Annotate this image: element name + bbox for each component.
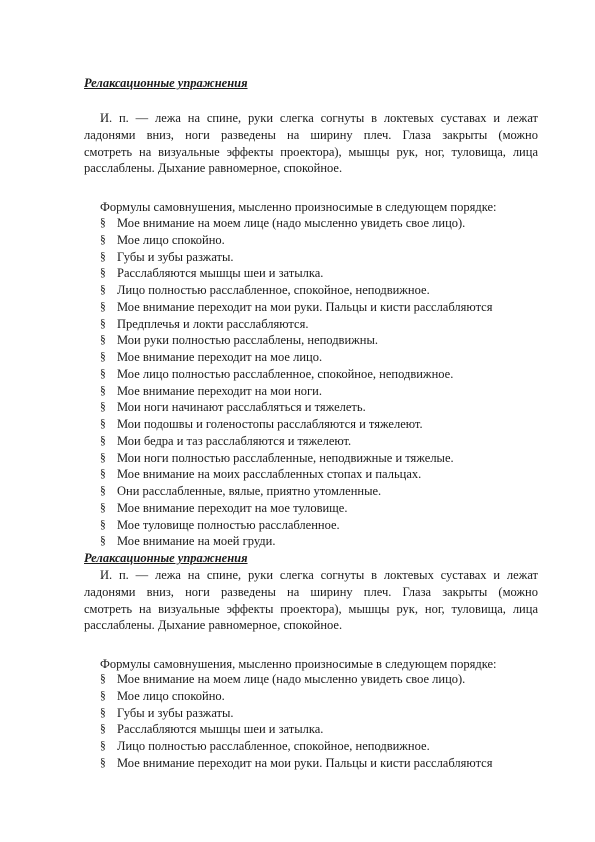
paragraph-line: смотреть на визуальные эффекты проектора), мышцы рук, ног, туловища, лица bbox=[84, 601, 538, 616]
formulas-intro: Формулы самовнушения, мысленно произносимые в следующем порядке: bbox=[100, 657, 497, 671]
list-item bbox=[100, 215, 492, 232]
list-item bbox=[100, 249, 492, 266]
formulas-list bbox=[100, 671, 492, 772]
paragraph-line: И. п. — лежа на спине, руки слегка согнуты в локтевых суставах и лежат bbox=[100, 111, 538, 125]
bullet-marker: § bbox=[100, 284, 106, 296]
list-item bbox=[100, 399, 492, 416]
bullet-marker: § bbox=[100, 485, 106, 497]
list-item-text: Мое внимание переходит на мое туловище. bbox=[117, 500, 348, 515]
list-item-text: Мое внимание переходит на мои руки. Пальцы и кисти расслабляются bbox=[117, 755, 493, 770]
paragraph-line: ладонями вниз, ноги разведены на ширину плеч. Глаза закрыты (можно bbox=[84, 584, 538, 599]
formulas-list bbox=[100, 215, 492, 550]
paragraph-line: расслаблены. Дыхание равномерное, спокойное. bbox=[84, 618, 343, 633]
section-heading: Релаксационные упражнения bbox=[84, 76, 248, 90]
bullet-marker: § bbox=[100, 401, 106, 414]
bullet-marker: § bbox=[100, 384, 106, 397]
list-item-text: Мои подошвы и голеностопы расслабляются и тяжелеют. bbox=[117, 417, 423, 431]
bullet-marker: § bbox=[100, 535, 106, 548]
bullet-marker: § bbox=[100, 418, 106, 430]
bullet-marker: § bbox=[100, 367, 106, 380]
list-item bbox=[100, 688, 492, 705]
paragraph-line: расслаблены. Дыхание равномерное, спокойное. bbox=[84, 161, 343, 176]
list-item bbox=[100, 705, 492, 722]
list-item bbox=[100, 671, 492, 688]
bullet-marker: § bbox=[100, 217, 106, 229]
list-item-text: Лицо полностью расслабленное, спокойное, неподвижное. bbox=[117, 739, 430, 753]
bullet-marker: § bbox=[100, 723, 106, 736]
list-item bbox=[100, 316, 492, 333]
list-item-text: Мое внимание на моем лице (надо мысленно увидеть свое лицо). bbox=[117, 216, 466, 230]
bullet-marker: § bbox=[100, 518, 106, 531]
list-item-text: Мое внимание переходит на мое лицо. bbox=[117, 350, 323, 364]
list-item-text: Мое лицо спокойно. bbox=[117, 688, 225, 703]
bullet-marker: § bbox=[100, 250, 106, 263]
list-item-text: Мое лицо полностью расслабленное, спокойное, неподвижное. bbox=[117, 366, 454, 381]
list-item-text: Губы и зубы разжаты. bbox=[117, 249, 234, 264]
list-item-text: Губы и зубы разжаты. bbox=[117, 705, 234, 720]
list-item-text: Расслабляются мышцы шеи и затылка. bbox=[117, 266, 324, 281]
list-item bbox=[100, 500, 492, 517]
bullet-marker: § bbox=[100, 317, 106, 330]
list-item-text: Мое внимание переходит на мои руки. Пальцы и кисти расслабляются bbox=[117, 299, 493, 314]
list-item-text: Мое лицо спокойно. bbox=[117, 232, 225, 247]
list-item bbox=[100, 483, 492, 500]
list-item bbox=[100, 349, 492, 366]
list-item-text: Мои ноги полностью расслабленные, неподвижные и тяжелые. bbox=[117, 450, 454, 465]
list-item bbox=[100, 433, 492, 450]
list-item bbox=[100, 232, 492, 249]
bullet-marker: § bbox=[100, 451, 106, 464]
list-item bbox=[100, 517, 492, 534]
intro-paragraph bbox=[84, 567, 538, 634]
list-item bbox=[100, 450, 492, 467]
list-item-text: Мои руки полностью расслаблены, неподвижны. bbox=[117, 333, 378, 348]
bullet-marker: § bbox=[100, 689, 106, 702]
bullet-marker: § bbox=[100, 267, 106, 280]
list-item-text: Мое туловище полностью расслабленное. bbox=[117, 517, 340, 532]
list-item bbox=[100, 332, 492, 349]
paragraph-line: И. п. — лежа на спине, руки слегка согнуты в локтевых суставах и лежат bbox=[100, 568, 538, 582]
intro-paragraph bbox=[84, 110, 538, 177]
bullet-marker: § bbox=[100, 501, 106, 514]
paragraph-line: смотреть на визуальные эффекты проектора), мышцы рук, ног, туловища, лица bbox=[84, 144, 538, 159]
list-item-text: Мое внимание на моих расслабленных стопах и пальцах. bbox=[117, 467, 422, 482]
formulas-intro: Формулы самовнушения, мысленно произносимые в следующем порядке: bbox=[100, 200, 497, 214]
list-item-text: Мое внимание переходит на мои ноги. bbox=[117, 383, 322, 398]
list-item-text: Расслабляются мышцы шеи и затылка. bbox=[117, 722, 324, 737]
list-item-text: Мое внимание на моем лице (надо мысленно увидеть свое лицо). bbox=[117, 672, 466, 686]
list-item-text: Мои ноги начинают расслабляться и тяжелеть. bbox=[117, 400, 366, 415]
list-item bbox=[100, 282, 492, 299]
section-heading: Релаксационные упражнения bbox=[84, 551, 248, 565]
paragraph-line: ладонями вниз, ноги разведены на ширину плеч. Глаза закрыты (можно bbox=[84, 127, 538, 142]
list-item bbox=[100, 416, 492, 433]
bullet-marker: § bbox=[100, 468, 106, 481]
list-item-text: Мое внимание на моей груди. bbox=[117, 534, 276, 549]
list-item bbox=[100, 383, 492, 400]
bullet-marker: § bbox=[100, 673, 106, 685]
list-item bbox=[100, 299, 492, 316]
bullet-marker: § bbox=[100, 351, 106, 363]
list-item bbox=[100, 755, 492, 772]
bullet-marker: § bbox=[100, 740, 106, 752]
list-item-text: Предплечья и локти расслабляются. bbox=[117, 316, 309, 331]
list-item bbox=[100, 366, 492, 383]
bullet-marker: § bbox=[100, 233, 106, 246]
bullet-marker: § bbox=[100, 334, 106, 347]
list-item bbox=[100, 466, 492, 483]
list-item-text: Мои бедра и таз расслабляются и тяжелеют. bbox=[117, 433, 352, 448]
list-item-text: Лицо полностью расслабленное, спокойное, неподвижное. bbox=[117, 283, 430, 297]
bullet-marker: § bbox=[100, 300, 106, 313]
list-item-text: Они расслабленные, вялые, приятно утомленные. bbox=[117, 484, 382, 498]
list-item bbox=[100, 265, 492, 282]
list-item bbox=[100, 738, 492, 755]
list-item bbox=[100, 533, 492, 550]
list-item bbox=[100, 721, 492, 738]
bullet-marker: § bbox=[100, 756, 106, 769]
bullet-marker: § bbox=[100, 434, 106, 447]
bullet-marker: § bbox=[100, 706, 106, 719]
